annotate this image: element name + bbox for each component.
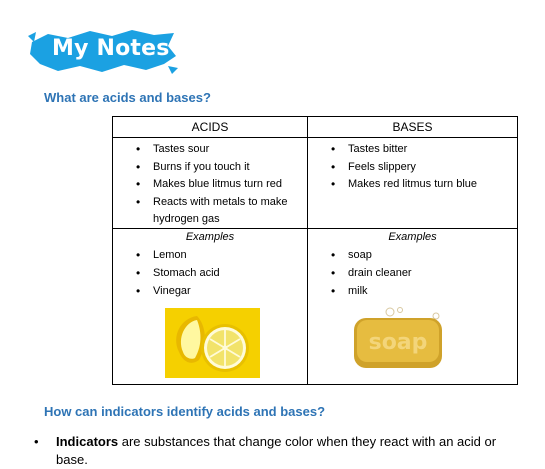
list-item: • Burns if you touch it (153, 159, 307, 176)
bases-header: BASES (308, 117, 518, 138)
acids-examples-list (113, 247, 307, 299)
acids-properties-cell (113, 138, 308, 229)
bases-examples-list (308, 247, 517, 299)
lemon-image (165, 308, 260, 378)
banner-title: My Notes (52, 36, 170, 61)
bases-examples-cell (308, 229, 518, 384)
list-item: • Makes blue litmus turn red (153, 176, 307, 193)
examples-label: Examples (185, 231, 235, 244)
indicators-term: Indicators (56, 434, 119, 449)
indicators-definition: are substances that change color when they react with an acid or base. (56, 434, 497, 467)
acids-header: ACIDS (113, 117, 308, 138)
list-item: • Reacts with metals to make hydrogen gas (153, 194, 307, 228)
list-item: • milk (348, 283, 517, 300)
acids-bases-table (112, 116, 518, 385)
list-item: • Stomach acid (153, 265, 307, 282)
list-item: • Feels slippery (348, 159, 517, 176)
bases-properties-cell (308, 138, 518, 229)
acids-properties-list (113, 141, 307, 228)
acids-examples-cell (113, 229, 308, 384)
bullet-icon: • (34, 434, 39, 449)
soap-word: soap (368, 329, 428, 355)
list-item: • Tastes sour (153, 141, 307, 158)
bases-properties-list (308, 141, 517, 193)
list-item: • Lemon (153, 247, 307, 264)
list-item: • soap (348, 247, 517, 264)
list-item: • Vinegar (153, 283, 307, 300)
list-item: • drain cleaner (348, 265, 517, 282)
soap-image (352, 306, 447, 370)
examples-label: Examples (388, 231, 437, 244)
section-heading-acids-bases: What are acids and bases? (44, 90, 211, 105)
my-notes-banner (28, 28, 178, 74)
list-item: • Tastes bitter (348, 141, 517, 158)
list-item: • Makes red litmus turn blue (348, 176, 517, 193)
section-heading-indicators: How can indicators identify acids and bases? (44, 404, 326, 419)
indicators-bullet (34, 433, 526, 469)
